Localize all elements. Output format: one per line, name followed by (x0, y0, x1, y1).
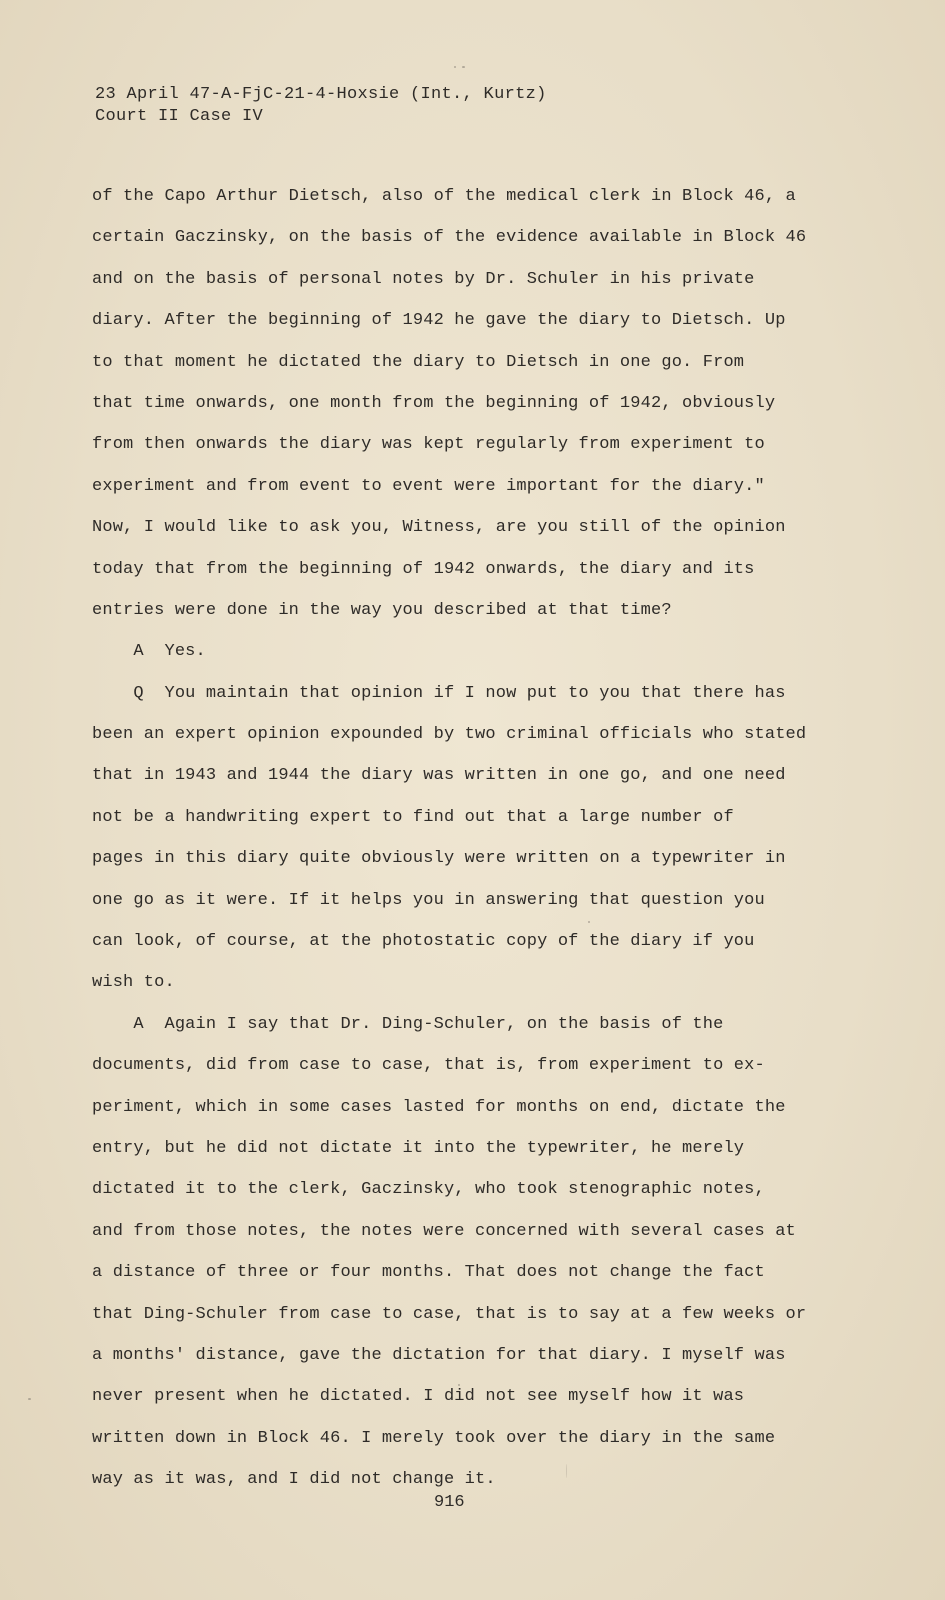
text-line: that time onwards, one month from the beginning of 1942, obviously (92, 393, 776, 413)
paper-speck (458, 1384, 460, 1386)
text-line: never present when he dictated. I did not see myself how it was (92, 1387, 745, 1407)
question-line: Q You maintain that opinion if I now put to you that there has (92, 683, 786, 703)
header-line-court: Court II Case IV (95, 107, 264, 126)
text-line: been an expert opinion expounded by two criminal officials who stated (92, 725, 807, 745)
text-line: pages in this diary quite obviously were written on a typewriter in (92, 849, 786, 869)
text-line: entry, but he did not dictate it into the typewriter, he merely (92, 1138, 745, 1158)
text-line: can look, of course, at the photostatic copy of the diary if you (92, 932, 755, 952)
text-line: wish to. (92, 973, 175, 993)
paper-speck (566, 1464, 567, 1478)
transcript-body (92, 186, 812, 1511)
text-line: experiment and from event to event were important for the diary." (92, 476, 765, 496)
text-line: a distance of three or four months. That does not change the fact (92, 1263, 765, 1283)
text-line: to that moment he dictated the diary to Dietsch in one go. From (92, 352, 745, 372)
paper-speck (454, 66, 456, 68)
text-line: a months' distance, gave the dictation for that diary. I myself was (92, 1345, 786, 1365)
text-line: diary. After the beginning of 1942 he gave the diary to Dietsch. Up (92, 311, 786, 331)
text-line: documents, did from case to case, that is, from experiment to ex- (92, 1056, 765, 1076)
page-number: 916 (434, 1493, 465, 1512)
text-line: that Ding-Schuler from case to case, that is to say at a few weeks or (92, 1304, 807, 1324)
text-line: not be a handwriting expert to find out that a large number of (92, 807, 734, 827)
text-line: from then onwards the diary was kept regularly from experiment to (92, 435, 765, 455)
text-line: one go as it were. If it helps you in answering that question you (92, 890, 765, 910)
text-line: certain Gaczinsky, on the basis of the evidence available in Block 46 (92, 228, 807, 248)
text-line: Now, I would like to ask you, Witness, are you still of the opinion (92, 518, 786, 538)
document-header (95, 84, 547, 128)
header-line-date: 23 April 47-A-FjC-21-4-Hoxsie (Int., Kurtz) (95, 85, 547, 104)
text-line: and from those notes, the notes were concerned with several cases at (92, 1221, 796, 1241)
paper-speck (28, 1398, 31, 1400)
paper-speck (462, 66, 465, 68)
text-line: way as it was, and I did not change it. (92, 1470, 496, 1490)
text-line: today that from the beginning of 1942 onwards, the diary and its (92, 559, 755, 579)
text-line: dictated it to the clerk, Gaczinsky, who took stenographic notes, (92, 1180, 765, 1200)
text-line: of the Capo Arthur Dietsch, also of the medical clerk in Block 46, a (92, 187, 796, 206)
answer-line: A Again I say that Dr. Ding-Schuler, on the basis of the (92, 1014, 724, 1034)
text-line: entries were done in the way you described at that time? (92, 600, 672, 620)
text-line: that in 1943 and 1944 the diary was written in one go, and one need (92, 766, 786, 786)
text-line: periment, which in some cases lasted for months on end, dictate the (92, 1097, 786, 1117)
answer-line: A Yes. (92, 642, 206, 662)
text-line: written down in Block 46. I merely took over the diary in the same (92, 1428, 776, 1448)
paper-speck (588, 921, 590, 923)
text-line: and on the basis of personal notes by Dr. Schuler in his private (92, 269, 755, 289)
